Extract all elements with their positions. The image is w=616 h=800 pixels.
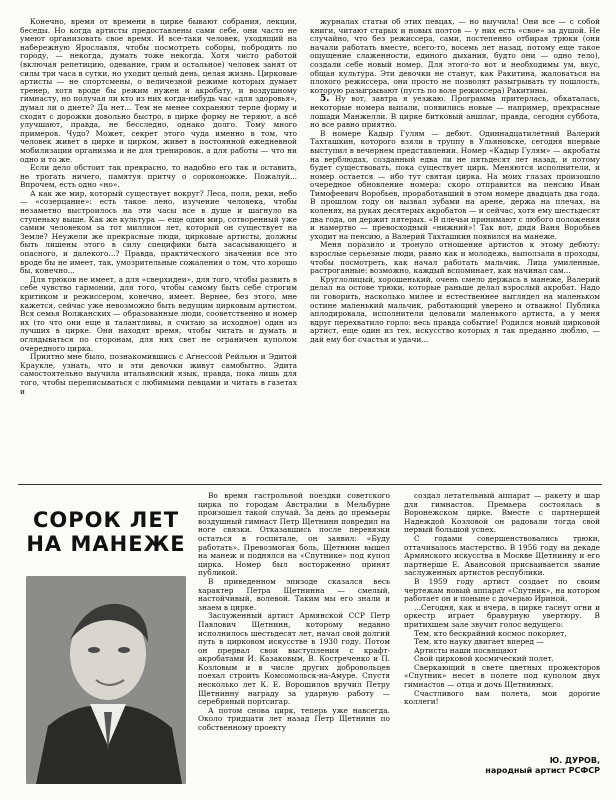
paragraph: Сверкающий в свете цветных прожекторов «Спутник» несет в полете под куполом двух гимнастов — отца и дочь Щетнинных. xyxy=(404,662,600,690)
paragraph: С годами совершенствовались трюки, оттачивалось мастерство. В 1956 году на декаде Армянского искусства в Москве Щетнинну и его партнерше Е. Авансовой присваивается звание заслуженных артистов республики. xyxy=(404,533,600,578)
paragraph: Для трюков не имеет, а для «сверхидеи», для того, чтобы развить в себе чувство гармонии, для того, чтобы самому быть себе строгим критиком и режиссером, конечно, имеет. Вернее, без этого, мне кажется, сейчас уже невозможно быть ведущим цирковым артистом. Вся семья Волжанских — образованные люди, сооветственно и номер их (то что они еще и талантливы, я считаю за исходное) один из лучших в цирке. Они находят время, чтобы читать и думать и оглядываться по сторонам, для них свет не ограничен куполом очередного цирка. xyxy=(20,274,297,353)
profile-column-middle xyxy=(198,492,390,788)
sidebar-title: СОРОК ЛЕТ НА МАНЕЖЕ xyxy=(26,508,186,556)
paragraph: В 1959 году артист создает по своим чертежам новый аппарат «Спутник», на котором работает он и поныне с дочерью Ириной. xyxy=(404,576,600,604)
author-name: Ю. ДУРОВ, xyxy=(549,756,600,765)
section-number: 5. xyxy=(320,94,330,105)
paragraph: создал летательный аппарат — ракету и шар для гимнастов. Премьера состоялась в Воронежском цирке. Вместе с партнершей Надеждой Козловой он радовали тогда свой первый большой успех. xyxy=(404,492,600,535)
section-5-paragraph xyxy=(310,95,600,129)
poem-line: Тем, кто науку двигает вперед — xyxy=(414,637,544,647)
author-signature xyxy=(404,756,600,776)
paragraph: Заслуженный артист Армянской ССР Петр Павлович Щетнинн, которому недавно исполнилось шестьдесят лет, начал свой долгий путь в цирковом искусстве в 1930 году. Потом он прервал свои выступления с крафт-акробатами И. Казаковым, В. Костреченко и П. Козловым и в числе других добровольцев поехал строить Комсомольск-на-Амуре. Спустя несколько лет К. Е. Ворошилов вручил Петру Щетнинну награду за ударную работу — серебряный портсигар. xyxy=(198,611,390,707)
paragraph: ...Сегодня, как и вчера, в цирке гаснут огни и оркестр играет бравурную увертюру. В притихшем зале звучит голос ведущего: xyxy=(404,602,600,629)
paragraph: Конечно, время от времени в цирке бывают собрания, лекции, беседы. Но когда артисты предоставлены сами себе, они часто не умеют организовать свое время. И все-таки человек, уходящий на набережную Ярославля, чтобы посмотреть соборы, побродить по городу, — некогда, думать тоже некогда. Хотя чисто работой (включая репетицию, одевание, грим и остальное) человек занят от силы три часа в сутки, но уходит целый день, целая жизнь. Цирковые артисты — не спортсмены, о величезной режиме которых думает тренер, хотя вроде бы режим нужен и акробату, и воздушному гимнасту, но получая ли кто из них когда-нибудь час «для здоровья», думал ли о диете? Да нет... Тем не менее сохраняют терпе форму и сходят с дорожки довольно быстро, в цирке форму не теряют, а всё улучшают, правда, не бесследно, однако долго. Тому много примеров. Чудо? Может, секрет этого чуда именно в том, что человек живет в цирке и цирком, живет в постоянной ежедневной мобилизации организма и не для тренировок, а для работы — что ни одно и то же. xyxy=(20,18,297,164)
article-column-left xyxy=(20,18,297,478)
poem-line: Тем, кто бескрайний космос покоряет, xyxy=(414,628,567,638)
paragraph: журналах статьи об этих певцах, — но выучила! Они все — с собой книги, читают старых и новых поэтов — у них есть «свое» за душой. Не случайно, что без режиссера, сами, постепенно отбирая трюки (они начали работать вместе, всего-то, восемь лет назад, потому еще такое ощущение слаженности, единого дыхания, будто они — одно тело), создали себе новый номер. Для этого-то вот и необходимы ум, вкус, общая культура. Эти девочки не станут, как Ракитина, жаловаться на плохого режиссера, они просто не позволят разыгрывать ту пошлость, которую разыгрывают (пусть по воле режиссера) Ракитины. xyxy=(310,18,600,95)
author-title: народный артист РСФСР xyxy=(485,766,600,775)
poem-line: Артисты наши посвящают xyxy=(414,645,518,655)
paragraph: В номере Кадыр Гулям — дебют. Одиннадцатилетний Валерий Тахташкин, которого взяли в труппу в Ульяновске, сегодня впервые выступил в вечернем представлении. Номер «Кадыр Гулям» — акробаты на верблюдах, созданный едва ли не пятьдесят лет назад, и потому будет существовать, пока существует цирк. Меняются исполнители, и номер остается — ибо тут святая цирка. На моих глазах произошло очередное обновление номера: скоро отправится на пенсию Иван Тимофеевич Воробьев, проработавший в этом номере двадцать два года. В прошлом году он вызвал зубами на арене, держа на плечах, на коленях, на руках десятерых акробатов — и сейчас, хотя ему шестьдесят два года, он держит пятерых. «В плечьи принимают с любого положения и намертво — превосходный «нижний»! Так вот, дядя Ваня Воробьев уходит на пенсию, а Валерий Тахташкин появился на манеже. xyxy=(310,128,600,241)
portrait-illustration xyxy=(26,576,186,784)
section-5-text: Ну вот, завтра я уезжаю. Программа притерлась, обкаталась, некоторые номера выпали, появились новые — например, прекрасные лошади Манжелли. В цирке битковый аншлаг, правда, сегодня суббота, но все равно приятно. xyxy=(310,94,600,130)
paragraph: Меня поразило и тронуло отношение артистов к этому дебюту: взрослые серьезные люди, равно как и молодежь, выползали в проходы, чтобы посмотреть, как начал работать мальчик. Лица умиленные, растроганные: возможно, каждый вспоминает, как начинал сам... xyxy=(310,240,600,276)
paragraph: Если дело обстоит так прекрасно, то надобно его так и оставить, не трогать ничего, памятуя притчу о сороконожке. Пожалуй... Впрочем, есть одно «но». xyxy=(20,163,297,190)
paragraph: А как же мир, который существует вокруг? Леса, поля, реки, небо — «созерцание»: есть такое лено, изучение человека, чтобы незаметно выстроилось на эти часы все в душе и шагнуло на ступеньку выше. Как же культура — еще один мир, сотворенный уже самим человеком за тот миллион лет, который он существует на Земле? Неужели же прекрасные люди, цирковые артисты, должны быть лишены этого в силу специфики быта засасывающего и опасного, и далекого...? Правда, практического значения все это вроде бы не имеет, так, умозрительные сожаления о том, что хорошо бы, конечно... xyxy=(20,188,297,276)
paragraph: Счастливого вам полета, мои дорогие коллеги! xyxy=(404,688,600,707)
portrait-photo xyxy=(26,576,186,784)
profile-column-right xyxy=(404,492,600,754)
paragraph: Во время гастрольной поездки советского цирка по городам Австралии в Мельбурне произошел такой случай. За день до премьеры воздушный гимнаст Петр Щетнинн повредил на ноге связки. Отказавшись после перевязки остаться в госпитале, он заявил: «Буду работать». Превозмогая боль, Щетнинн вышел на манеж и поднялся на «Спутнике» под купол цирка. Номер был восторженно принят публикой. xyxy=(198,492,390,578)
paragraph: Круглолицый, хорошенький, очень смело держась в манеже, Валерий делал на остове трюки, которые раньше делал взрослый акробат. Надо ли говорить, насколько милее и естественнее выглядел на маленьком остине маленький мальчик, работающий уверено и отважно! Публика аплодировала, исполнители целовали маленького артиста, а у меня вдруг перехватило горло: весь правда событие! Родился новый цирковой артист, еще один из тех, искусство которых я так преданно люблю, — дай ему бог счастья и удачи... xyxy=(310,274,600,344)
paragraph: Приятно мне было, познакомившись с Агнессой Рейльян и Эдитой Краукле, узнать, что и эти девочки живут самобытно. Эдита самостоятельно выучила итальянский язык, правда, пока лишь для того, чтобы переписываться с любимыми певцами и читать в газетах и xyxy=(20,352,297,396)
paragraph: А потом снова цирк, теперь уже навсегда. Около тридцати лет назад Петр Щетнинн по собственному проекту xyxy=(198,705,390,733)
section-divider xyxy=(18,484,602,485)
article-column-right xyxy=(310,18,600,478)
paragraph: В приведенном эпизоде сказался весь характер Петра Щетнинна — смелый, настойчивый, волевой. Таким мы его знали и знаем в цирке. xyxy=(198,576,390,612)
poem-line: Свой цирковой космический полет. xyxy=(414,654,554,664)
